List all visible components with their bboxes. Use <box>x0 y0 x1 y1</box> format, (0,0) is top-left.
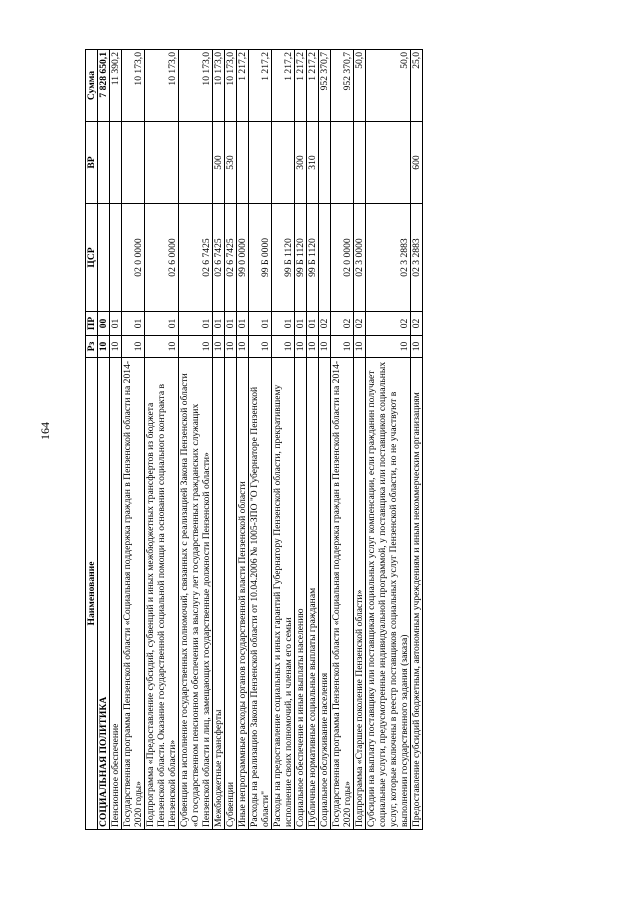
cell-name: Пенсионное обеспечение <box>110 358 122 830</box>
table-row <box>179 50 213 830</box>
rotated-table-container <box>85 50 610 830</box>
cell-csr: 02 0 0000 <box>331 204 354 312</box>
cell-name: Подпрограмма «Предоставление субсидий, субвенций и иных межбюджетных трансфертов из бюджета Пензенской области. Оказание государственной социальной помощи на основании социального контракта в Пензенской области» <box>145 358 179 830</box>
table-row <box>213 50 225 830</box>
cell-csr: 99 Б 1120 <box>307 204 319 312</box>
header-sum: Сумма <box>86 50 98 122</box>
page-number: 164 <box>38 422 52 440</box>
cell-sum: 952 370,7 <box>331 50 354 122</box>
cell-pr: 01 <box>179 312 213 336</box>
cell-vr <box>110 122 122 204</box>
cell-vr <box>179 122 213 204</box>
cell-sum: 50,0 <box>366 50 411 122</box>
cell-name: Подпрограмма «Старшее поколение Пензенской области» <box>354 358 366 830</box>
cell-rz: 10 <box>319 336 331 358</box>
table-row <box>295 50 307 830</box>
cell-csr: 02 6 7425 <box>213 204 225 312</box>
cell-sum: 10 173,0 <box>225 50 237 122</box>
cell-vr <box>145 122 179 204</box>
cell-rz: 10 <box>249 336 272 358</box>
cell-name: СОЦИАЛЬНАЯ ПОЛИТИКА <box>98 358 110 830</box>
cell-name: Социальное обеспечение и иные выплаты населению <box>295 358 307 830</box>
table-row <box>272 50 295 830</box>
header-pr: ПР <box>86 312 98 336</box>
cell-pr: 01 <box>307 312 319 336</box>
cell-vr <box>331 122 354 204</box>
cell-rz: 10 <box>225 336 237 358</box>
cell-name: Субвенции <box>225 358 237 830</box>
cell-csr: 02 6 7425 <box>225 204 237 312</box>
cell-sum: 1 217,2 <box>295 50 307 122</box>
cell-rz: 10 <box>213 336 225 358</box>
cell-csr <box>98 204 110 312</box>
cell-pr: 01 <box>225 312 237 336</box>
cell-csr: 02 0 0000 <box>122 204 145 312</box>
cell-vr: 530 <box>225 122 237 204</box>
cell-pr: 01 <box>237 312 249 336</box>
cell-rz: 10 <box>307 336 319 358</box>
cell-pr: 02 <box>411 312 423 336</box>
header-csr: ЦСР <box>86 204 98 312</box>
cell-vr <box>98 122 110 204</box>
cell-pr: 01 <box>213 312 225 336</box>
cell-vr: 310 <box>307 122 319 204</box>
cell-pr: 01 <box>122 312 145 336</box>
cell-pr: 01 <box>145 312 179 336</box>
cell-name: Субсидии на выплату поставщику или поставщикам социальных услуг компенсации, если гражданин получает социальные услуги, предусмотренные индивидуальной программой, у поставщика или поставщиков социальных услуг, которые включены в реестр поставщиков социальных услуг Пензенской области, но не участвуют в выполнении государственного задания (заказа) <box>366 358 411 830</box>
header-name: Наименование <box>86 358 98 830</box>
cell-vr <box>237 122 249 204</box>
cell-csr: 02 3 2883 <box>411 204 423 312</box>
cell-csr: 02 6 0000 <box>145 204 179 312</box>
header-row <box>86 50 98 830</box>
header-rz: Рз <box>86 336 98 358</box>
header-vr: ВР <box>86 122 98 204</box>
budget-table <box>85 49 423 830</box>
cell-pr: 01 <box>249 312 272 336</box>
cell-name: Межбюджетные трансферты <box>213 358 225 830</box>
cell-sum: 50,0 <box>354 50 366 122</box>
cell-sum: 11 390,2 <box>110 50 122 122</box>
cell-csr <box>319 204 331 312</box>
cell-csr: 99 Б 0000 <box>249 204 272 312</box>
cell-rz: 10 <box>411 336 423 358</box>
cell-csr: 99 Б 1120 <box>272 204 295 312</box>
table-row <box>411 50 423 830</box>
cell-csr: 02 3 0000 <box>354 204 366 312</box>
cell-sum: 10 173,0 <box>213 50 225 122</box>
cell-name: Социальное обслуживание населения <box>319 358 331 830</box>
cell-rz: 10 <box>354 336 366 358</box>
cell-csr <box>110 204 122 312</box>
cell-pr: 01 <box>295 312 307 336</box>
cell-sum: 10 173,0 <box>145 50 179 122</box>
cell-name: Иные непрограммные расходы органов государственной власти Пензенской области <box>237 358 249 830</box>
table-row <box>237 50 249 830</box>
cell-sum: 1 217,2 <box>272 50 295 122</box>
cell-csr: 02 3 2883 <box>366 204 411 312</box>
cell-csr: 99 Б 1120 <box>295 204 307 312</box>
cell-rz: 10 <box>331 336 354 358</box>
cell-pr: 02 <box>366 312 411 336</box>
cell-vr <box>272 122 295 204</box>
table-row <box>110 50 122 830</box>
cell-rz: 10 <box>179 336 213 358</box>
cell-rz: 10 <box>272 336 295 358</box>
cell-vr: 600 <box>411 122 423 204</box>
cell-vr <box>249 122 272 204</box>
cell-pr: 01 <box>272 312 295 336</box>
cell-sum: 10 173,0 <box>179 50 213 122</box>
cell-name: Государственная программа Пензенской области «Социальная поддержка граждан в Пензенской области на 2014-2020 годы» <box>122 358 145 830</box>
table-row <box>307 50 319 830</box>
cell-rz: 10 <box>295 336 307 358</box>
cell-vr: 300 <box>295 122 307 204</box>
cell-rz: 10 <box>110 336 122 358</box>
cell-pr: 02 <box>331 312 354 336</box>
cell-sum: 1 217,2 <box>249 50 272 122</box>
cell-pr: 02 <box>354 312 366 336</box>
cell-name: Государственная программа Пензенской области «Социальная поддержка граждан в Пензенской области на 2014-2020 годы» <box>331 358 354 830</box>
cell-sum: 1 217,2 <box>237 50 249 122</box>
cell-pr: 00 <box>98 312 110 336</box>
cell-sum: 1 217,2 <box>307 50 319 122</box>
cell-csr: 99 0 0000 <box>237 204 249 312</box>
cell-rz: 10 <box>237 336 249 358</box>
table-row <box>354 50 366 830</box>
table-row <box>122 50 145 830</box>
cell-pr: 02 <box>319 312 331 336</box>
cell-name: Расходы на реализацию Закона Пензенской области от 10.04.2006 № 1005-ЗПО "О Губернаторе Пензенской области" <box>249 358 272 830</box>
table-row <box>225 50 237 830</box>
cell-sum: 952 370,7 <box>319 50 331 122</box>
cell-name: Предоставление субсидий бюджетным, автономным учреждениям и иным некоммерческим организациям <box>411 358 423 830</box>
table-row <box>249 50 272 830</box>
cell-vr <box>319 122 331 204</box>
cell-sum: 25,0 <box>411 50 423 122</box>
cell-vr <box>366 122 411 204</box>
cell-name: Субвенции на исполнение государственных полномочий, связанных с реализацией Закона Пензенской области «О государственном пенсионном обеспечении за выслугу лет государственных гражданских служащих Пензенской области и лиц, замещающих государственные должности Пензенской области» <box>179 358 213 830</box>
cell-rz: 10 <box>122 336 145 358</box>
table-row <box>319 50 331 830</box>
cell-csr: 02 6 7425 <box>179 204 213 312</box>
cell-name: Публичные нормативные социальные выплаты гражданам <box>307 358 319 830</box>
cell-name: Расходы на предоставление социальных и иных гарантий Губернатору Пензенской области, прекратившему исполнение своих полномочий, и членам его семьи <box>272 358 295 830</box>
cell-vr: 500 <box>213 122 225 204</box>
cell-sum: 7 828 650,1 <box>98 50 110 122</box>
table-row <box>331 50 354 830</box>
table-row <box>145 50 179 830</box>
cell-rz: 10 <box>366 336 411 358</box>
table-row <box>98 50 110 830</box>
cell-sum: 10 173,0 <box>122 50 145 122</box>
cell-vr <box>122 122 145 204</box>
cell-vr <box>354 122 366 204</box>
table-row <box>366 50 411 830</box>
cell-rz: 10 <box>145 336 179 358</box>
cell-pr: 01 <box>110 312 122 336</box>
cell-rz: 10 <box>98 336 110 358</box>
